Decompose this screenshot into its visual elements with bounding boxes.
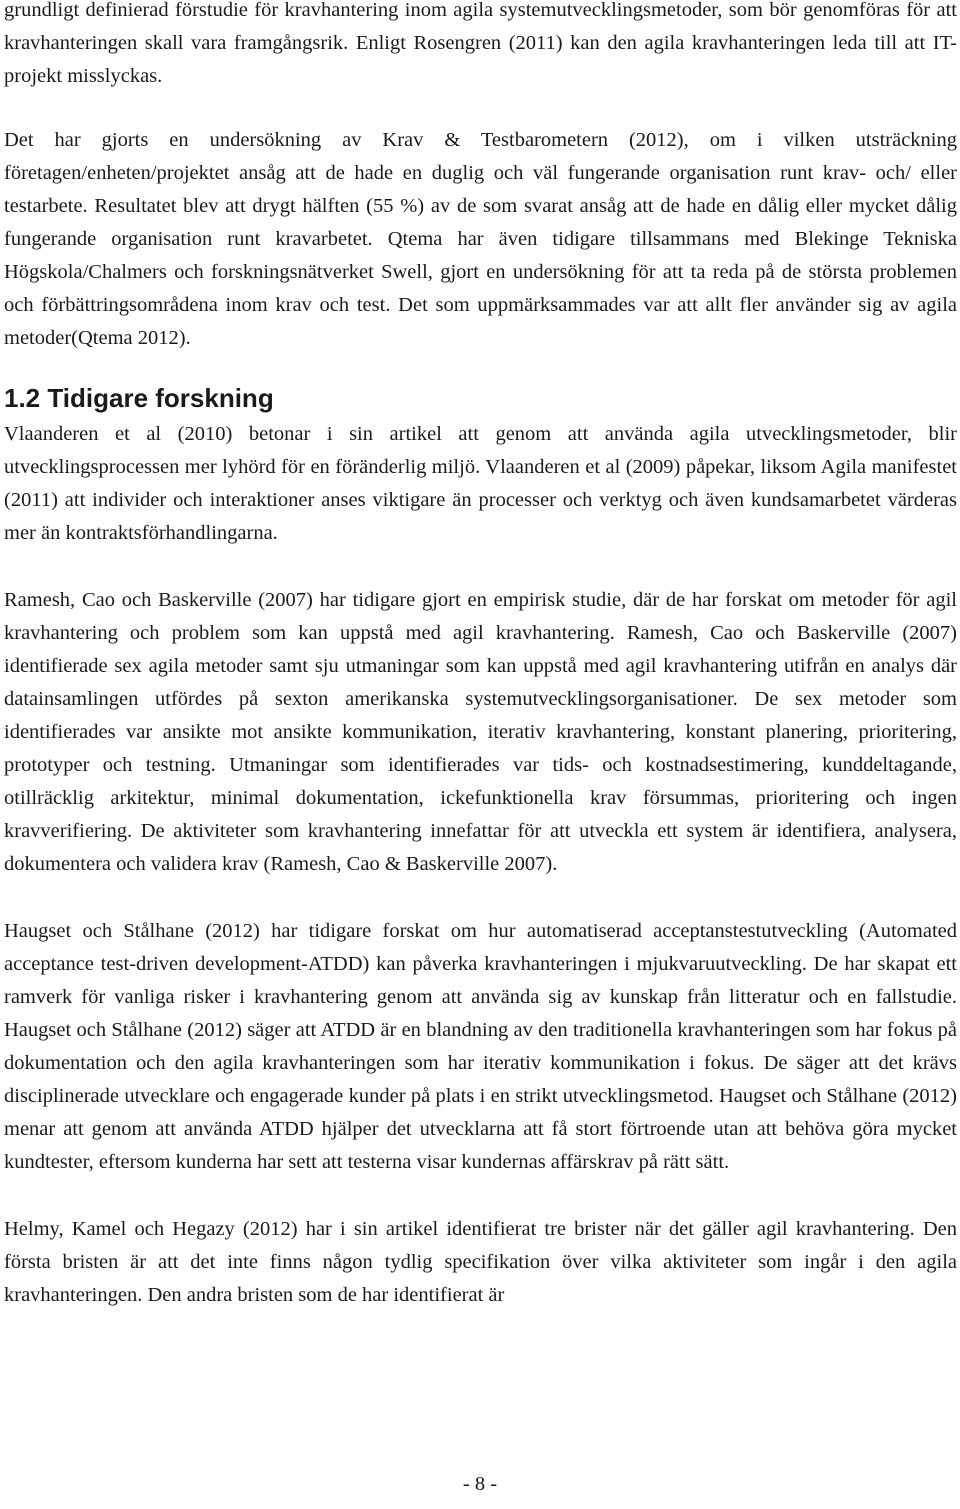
document-page	[4, 0, 957, 1312]
paragraph-ramesh: Ramesh, Cao och Baskerville (2007) har tidigare gjort en empirisk studie, där de har forskat om metoder för agil kravhantering och problem som kan uppstå med agil kravhantering. Ramesh, Cao och Baskerville (2007) identifierade sex agila metoder samt sju utmaningar som kan uppstå med agil kravhantering utifrån en analys där datainsamlingen utfördes på sexton amerikanska systemutvecklingsorganisationer. De sex metoder som identifierades var ansikte mot ansikte kommunikation, iterativ kravhantering, konstant planering, prioritering, prototyper och testning. Utmaningar som identifierades var tids- och kostnadsestimering, kunddeltagande, otillräcklig arkitektur, minimal dokumentation, ickefunktionella krav försummas, prioritering och ingen kravverifiering. De aktiviteter som kravhantering innefattar för att utveckla ett system är identifiera, analysera, dokumentera och validera krav (Ramesh, Cao & Baskerville 2007).	[4, 589, 957, 875]
page-number: - 8 -	[462, 1473, 498, 1495]
paragraph-intro: grundligt definierad förstudie för kravhantering inom agila systemutvecklingsmetoder, som bör genomföras för att kravhanteringen skall vara framgångsrik. Enligt Rosengren (2011) kan den agila kravhanteringen leda till att IT-projekt misslyckas.	[4, 0, 957, 87]
paragraph-krav-testbarometern: Det har gjorts en undersökning av Krav & Testbarometern (2012), om i vilken utsträckning företagen/enheten/projektet ansåg att de hade en duglig och väl fungerande organisation runt krav- och/ eller testarbete. Resultatet blev att drygt hälften (55 %) av de som svarat ansåg att de hade en dålig eller mycket dålig fungerande organisation runt kravarbetet. Qtema har även tidigare tillsammans med Blekinge Tekniska Högskola/Chalmers och forskningsnätverket Swell, gjort en undersökning för att ta reda på de största problemen och förbättringsområdena inom krav och test. Det som uppmärksammades var att allt fler använder sig av agila metoder(Qtema 2012).	[4, 129, 957, 349]
section-heading: 1.2 Tidigare forskning	[4, 383, 274, 413]
paragraph-helmy: Helmy, Kamel och Hegazy (2012) har i sin artikel identifierat tre brister när det gäller agil kravhantering. Den första bristen är att det inte finns någon tydlig specifikation över vilka aktiviteter som ingår i den agila kravhanteringen. Den andra bristen som de har identifierat är	[4, 1218, 957, 1306]
paragraph-haugset: Haugset och Stålhane (2012) har tidigare forskat om hur automatiserad acceptanstestutveckling (Automated acceptance test-driven development-ATDD) kan påverka kravhanteringen i mjukvaruutveckling. De har skapat ett ramverk för vanliga risker i kravhantering genom att använda sig av kunskap från litteratur och en fallstudie. Haugset och Stålhane (2012) säger att ATDD är en blandning av den traditionella kravhanteringen som har fokus på dokumentation och den agila kravhanteringen som har iterativ kommunikation i fokus. De säger att det krävs disciplinerade utvecklare och engagerade kunder på plats i en strikt utvecklingsmetod. Haugset och Stålhane (2012) menar att genom att använda ATDD hjälper det utvecklarna att få stort förtroende utan att behöva göra mycket kundtester, eftersom kunderna har sett att testerna visar kundernas affärskrav på rätt sätt.	[4, 920, 957, 1173]
paragraph-vlaanderen: Vlaanderen et al (2010) betonar i sin artikel att genom att använda agila utvecklingsmetoder, blir utvecklingsprocessen mer lyhörd för en föränderlig miljö. Vlaanderen et al (2009) påpekar, liksom Agila manifestet (2011) att individer och interaktioner anses viktigare än processer och verktyg och även kundsamarbetet värderas mer än kontraktsförhandlingarna.	[4, 423, 957, 544]
